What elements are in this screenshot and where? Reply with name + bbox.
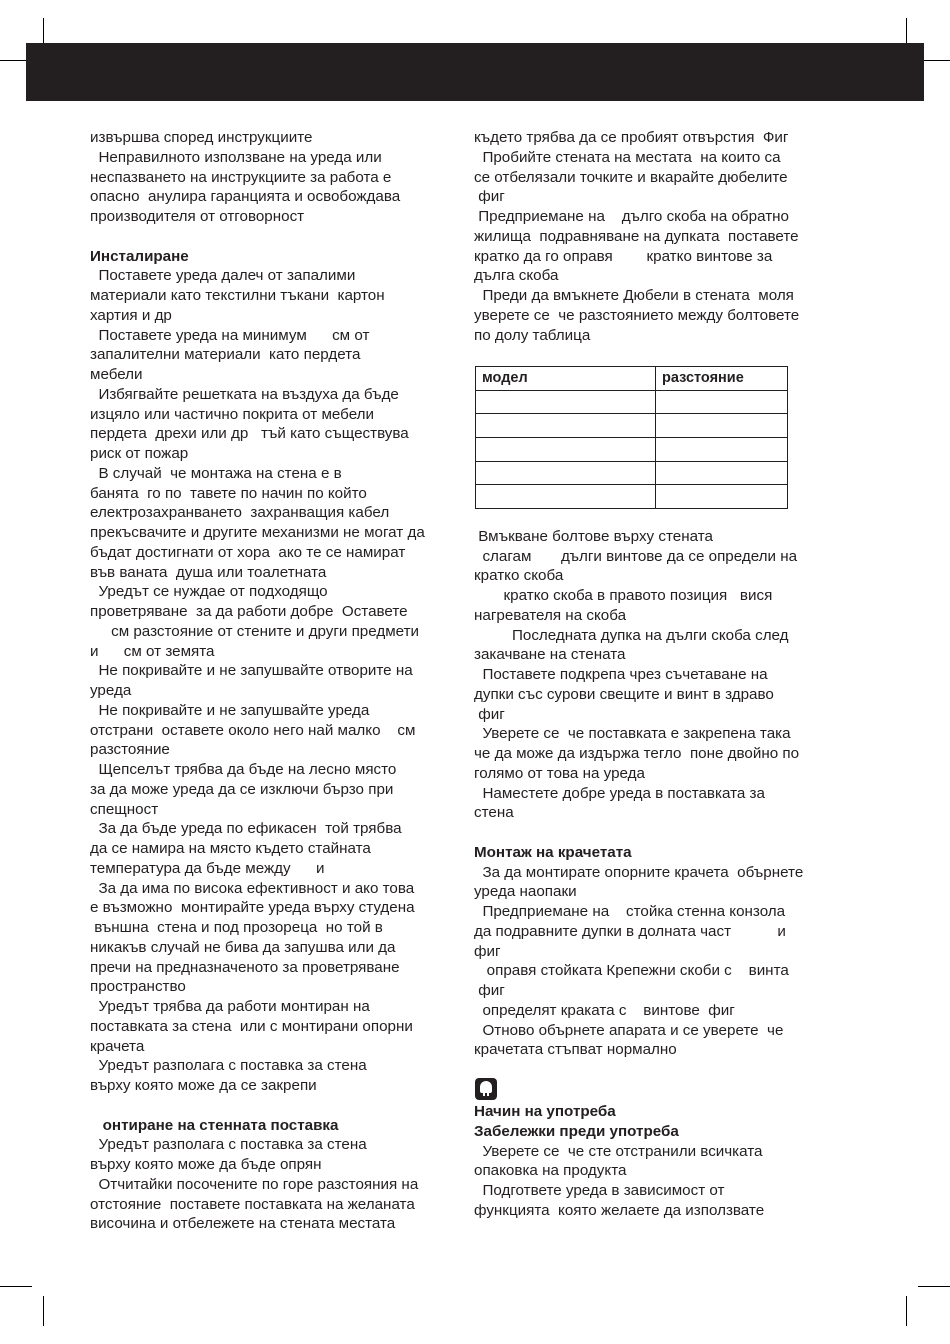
table-row: [476, 461, 788, 485]
text-line: се отбелязали точките и вкарайте дюбелите: [474, 168, 788, 186]
text-line: по долу таблица: [474, 326, 591, 344]
usage-section: [474, 1102, 840, 1221]
text-line: слагам дълги винтове да се определи на: [474, 547, 798, 565]
text-line: Уредът разполага с поставка за стена: [90, 1136, 367, 1154]
table-row: [476, 438, 788, 462]
text-line: стена: [474, 804, 514, 822]
text-line: Поставете уреда на минимум см от: [90, 326, 370, 344]
text-line: пердета дрехи или др тъй като съществува: [90, 425, 409, 443]
text-line: Предприемане на стойка стенна конзола: [474, 903, 786, 921]
text-line: фиг: [474, 705, 505, 723]
text-line: В случай че монтажа на стена е в: [90, 464, 342, 482]
text-line: температура да бъде между и: [90, 859, 325, 877]
table-row: [476, 414, 788, 438]
paragraph-gap: [474, 823, 840, 843]
right-column-top-text: [474, 128, 840, 345]
text-line: дълга скоба: [474, 267, 559, 285]
table-cell-distance: [656, 414, 788, 438]
text-line: Пробийте стената на местата на които са: [474, 148, 781, 166]
text-line: никакъв случай не бива да запушва или да: [90, 938, 396, 956]
paragraph-gap: [90, 1096, 460, 1116]
crop-mark: [0, 1286, 32, 1287]
text-line: крачета: [90, 1037, 145, 1055]
text-line: изцяло или частично покрита от мебели: [90, 405, 374, 423]
text-line: е възможно монтирайте уреда върху студена: [90, 899, 415, 917]
table-header-row: [476, 367, 788, 391]
text-line: кратко да го оправя кратко винтове за: [474, 247, 773, 265]
text-line: Вмъкване болтове върху стената: [474, 527, 713, 545]
text-line: Избягвайте решетката на въздуха да бъде: [90, 385, 399, 403]
text-line: уреда: [90, 682, 132, 699]
text-line: запалителни материали като пердета: [90, 346, 361, 364]
text-line: закачване на стената: [474, 646, 626, 664]
section-heading: Инсталиране: [90, 247, 189, 265]
text-line: фиг: [474, 982, 505, 1000]
text-line: жилища подравняване на дупката поставете: [474, 227, 799, 245]
text-line: пространство: [90, 978, 186, 996]
text-line: банята го по тавете по начин по който: [90, 484, 367, 502]
table-row: [476, 485, 788, 509]
text-line: Поставете подкрепа чрез съчетаване на: [474, 666, 768, 684]
section-heading: онтиране на стенната поставка: [90, 1116, 339, 1134]
text-line: опасно анулира гаранцията и освобождава: [90, 188, 401, 206]
crop-mark: [924, 60, 950, 61]
text-line: оправя стойката Крепежни скоби с винта: [474, 962, 789, 980]
text-line: Уредът се нуждае от подходящо: [90, 583, 328, 601]
text-line: уверете се че разстоянието между болтовете: [474, 306, 800, 324]
text-line: кратко скоба: [474, 567, 564, 585]
text-line: Преди да вмъкнете Дюбели в стената моля: [474, 287, 794, 304]
text-line: Отново обърнете апарата и се уверете че: [474, 1021, 784, 1039]
text-line: Поставете уреда далеч от запалими: [90, 267, 356, 285]
text-line: Последната дупка на дълги скоба след: [474, 626, 789, 644]
text-line: да подравните дупки в долната част и: [474, 922, 786, 940]
text-line: неспазването на инструкциите за работа е: [90, 168, 392, 186]
text-line: определят краката с винтове фиг: [474, 1001, 735, 1019]
left-column: [90, 128, 460, 1234]
text-line: електрозахранването захранващия кабел: [90, 504, 390, 522]
text-line: опаковка на продукта: [474, 1162, 627, 1180]
text-line: кратко скоба в правото позиция вися: [474, 587, 773, 605]
text-line: За да бъде уреда по ефикасен той трябва: [90, 820, 402, 838]
text-line: материали като текстилни тъкани картон: [90, 287, 385, 304]
text-line: Уредът трябва да работи монтиран на: [90, 998, 370, 1015]
paragraph-gap: [90, 227, 460, 247]
text-line: за да може уреда да се изключи бързо при: [90, 780, 394, 798]
text-line: във ваната душа или тоалетната: [90, 563, 327, 581]
text-line: фиг: [474, 188, 505, 206]
text-line: производителя от отговорност: [90, 208, 305, 225]
text-line: см разстояние от стените и други предмети: [90, 622, 420, 640]
text-line: че да може да издържа тегло поне двойно по: [474, 745, 800, 763]
section-heading: Начин на употреба: [474, 1103, 616, 1121]
table-cell-model: [476, 390, 656, 414]
header-bar: [26, 43, 924, 101]
text-line: фиг: [474, 942, 501, 960]
right-column-bottom-text: [474, 527, 840, 1060]
text-line: Подгответе уреда в зависимост от: [474, 1182, 725, 1200]
text-line: външна стена и под прозореца но той в: [90, 919, 383, 936]
text-line: Уверете се че поставката е закрепена така: [474, 725, 791, 743]
text-line: крачетата стъпват нормално: [474, 1041, 677, 1059]
text-line: хартия и др: [90, 306, 172, 324]
table-cell-model: [476, 414, 656, 438]
crop-mark: [43, 1296, 44, 1326]
crop-mark: [0, 60, 26, 61]
text-line: върху която може да бъде опрян: [90, 1156, 322, 1173]
text-line: Щепселът трябва да бъде на лесно място: [90, 761, 397, 778]
section-heading: Монтаж на крачетата: [474, 843, 632, 861]
text-line: риск от пожар: [90, 445, 189, 462]
text-line: спещност: [90, 800, 159, 818]
text-line: Предприемане на дълго скоба на обратно: [474, 208, 789, 225]
section-heading: Забележки преди употреба: [474, 1122, 679, 1140]
table-cell-model: [476, 438, 656, 462]
distance-table: [475, 366, 788, 509]
text-line: прекъсвачите и другите механизми не могат да: [90, 524, 425, 541]
text-line: уреда наопаки: [474, 883, 577, 901]
text-line: дупки със сурови свещите и винт в здраво: [474, 685, 774, 703]
text-line: функцията която желаете да използвате: [474, 1201, 765, 1219]
text-line: Отчитайки посочените по горе разстояния на: [90, 1175, 419, 1193]
text-line: Уредът разполага с поставка за стена: [90, 1057, 367, 1075]
text-line: и см от земята: [90, 642, 215, 660]
crop-mark: [906, 1296, 907, 1326]
text-line: бъдат достигнати от хора ако те се намират: [90, 543, 406, 561]
text-line: Не покривайте и не запушвайте отворите на: [90, 662, 413, 680]
text-line: отстояние поставете поставката на желаната: [90, 1195, 415, 1213]
text-line: пречи на предназначеното за проветряване: [90, 958, 400, 976]
text-line: Наместете добре уреда в поставката за: [474, 784, 765, 802]
text-line: разстояние: [90, 741, 170, 759]
text-line: да се намира на място където стайната: [90, 840, 371, 857]
table-header-model: модел: [476, 367, 656, 391]
table-cell-distance: [656, 485, 788, 509]
text-line: Неправилното използване на уреда или: [90, 148, 382, 166]
text-line: Уверете се че сте отстранили всичката: [474, 1142, 763, 1160]
crop-mark: [918, 1286, 950, 1287]
table-cell-distance: [656, 438, 788, 462]
table-row: [476, 390, 788, 414]
text-line: отстрани оставете около него най малко см: [90, 721, 416, 739]
table-cell-model: [476, 461, 656, 485]
text-line: височина и отбележете на стената местата: [90, 1215, 396, 1233]
text-line: проветряване за да работи добре Оставете: [90, 603, 408, 620]
text-line: Не покривайте и не запушвайте уреда: [90, 701, 370, 719]
table-header-distance: разстояние: [656, 367, 788, 391]
text-line: върху която може да се закрепи: [90, 1077, 317, 1094]
text-line: За да монтирате опорните крачета обърнете: [474, 863, 804, 881]
text-line: мебели: [90, 366, 143, 383]
table-cell-distance: [656, 461, 788, 485]
text-line: голямо от това на уреда: [474, 764, 645, 782]
text-line: поставката за стена или с монтирани опорни: [90, 1017, 413, 1035]
plug-icon: [475, 1078, 497, 1100]
text-line: За да има по висока ефективност и ако това: [90, 879, 415, 897]
right-column: [474, 128, 840, 1221]
text-line: където трябва да се пробият отвърстия Фиг: [474, 129, 789, 146]
text-line: извършва според инструкциите: [90, 129, 313, 146]
table-cell-model: [476, 485, 656, 509]
text-line: нагревателя на скоба: [474, 606, 627, 624]
table-cell-distance: [656, 390, 788, 414]
